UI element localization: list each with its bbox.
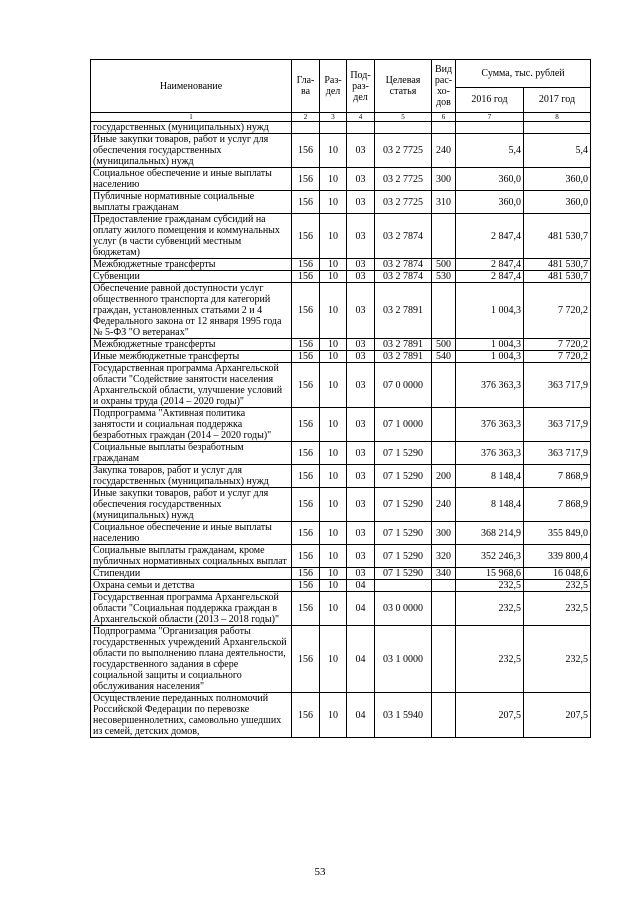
row-name: Подпрограмма "Организация работы государственных учреждений Архангельской области по выполнению плана деятельности, государственного задания в сфере социальной защиты и социального обслуживания населения" xyxy=(91,626,292,693)
row-target: 07 1 5290 xyxy=(375,522,432,545)
row-glava: 156 xyxy=(292,580,320,592)
row-vid xyxy=(432,626,456,693)
column-number: 7 xyxy=(456,113,524,122)
row-amount-2016: 15 968,6 xyxy=(456,568,524,580)
row-target: 03 2 7725 xyxy=(375,168,432,191)
row-vid xyxy=(432,283,456,339)
row-target: 07 0 0000 xyxy=(375,363,432,408)
row-amount-2017: 232,5 xyxy=(524,580,591,592)
row-glava xyxy=(292,122,320,134)
row-amount-2017: 363 717,9 xyxy=(524,363,591,408)
row-razdel: 10 xyxy=(320,283,347,339)
row-vid xyxy=(432,592,456,626)
column-number: 1 xyxy=(91,113,292,122)
row-target: 03 2 7891 xyxy=(375,339,432,351)
row-amount-2017: 232,5 xyxy=(524,592,591,626)
row-razdel: 10 xyxy=(320,351,347,363)
row-vid: 300 xyxy=(432,168,456,191)
row-razdel: 10 xyxy=(320,363,347,408)
row-target: 03 2 7874 xyxy=(375,214,432,259)
row-glava: 156 xyxy=(292,339,320,351)
row-target: 03 2 7874 xyxy=(375,271,432,283)
row-target: 07 1 5290 xyxy=(375,568,432,580)
row-name: Подпрограмма "Активная политика занятости и социальная поддержка безработных граждан (2014 – 2020 годы)" xyxy=(91,408,292,442)
row-razdel: 10 xyxy=(320,568,347,580)
row-glava: 156 xyxy=(292,488,320,522)
header-glava: Гла-ва xyxy=(292,60,320,113)
row-amount-2017: 360,0 xyxy=(524,191,591,214)
row-name: Стипендии xyxy=(91,568,292,580)
row-vid xyxy=(432,214,456,259)
row-target xyxy=(375,122,432,134)
row-name: Иные закупки товаров, работ и услуг для обеспечения государственных (муниципальных) нужд xyxy=(91,488,292,522)
row-podrazdel: 03 xyxy=(347,191,375,214)
row-glava: 156 xyxy=(292,545,320,568)
row-amount-2016: 1 004,3 xyxy=(456,339,524,351)
row-razdel: 10 xyxy=(320,522,347,545)
row-name: Социальные выплаты безработным гражданам xyxy=(91,442,292,465)
column-number: 8 xyxy=(524,113,591,122)
row-glava: 156 xyxy=(292,522,320,545)
row-glava: 156 xyxy=(292,351,320,363)
header-razdel: Раз-дел xyxy=(320,60,347,113)
row-amount-2016: 1 004,3 xyxy=(456,283,524,339)
row-amount-2017: 481 530,7 xyxy=(524,271,591,283)
header-2016: 2016 год xyxy=(456,87,524,112)
row-name: Межбюджетные трансферты xyxy=(91,339,292,351)
row-name: Межбюджетные трансферты xyxy=(91,259,292,271)
row-target: 03 1 0000 xyxy=(375,626,432,693)
row-name: Предоставление гражданам субсидий на оплату жилого помещения и коммунальных услуг (в части субвенций местным бюджетам) xyxy=(91,214,292,259)
row-podrazdel: 03 xyxy=(347,214,375,259)
table-row xyxy=(91,214,591,259)
table-row xyxy=(91,545,591,568)
page-number: 53 xyxy=(314,866,326,878)
table-row xyxy=(91,408,591,442)
row-vid xyxy=(432,693,456,738)
row-razdel: 10 xyxy=(320,545,347,568)
row-podrazdel: 04 xyxy=(347,592,375,626)
row-glava: 156 xyxy=(292,214,320,259)
row-vid: 500 xyxy=(432,339,456,351)
table-row xyxy=(91,465,591,488)
row-podrazdel: 03 xyxy=(347,351,375,363)
row-podrazdel xyxy=(347,122,375,134)
table-row xyxy=(91,626,591,693)
row-glava: 156 xyxy=(292,283,320,339)
row-glava: 156 xyxy=(292,363,320,408)
row-razdel: 10 xyxy=(320,626,347,693)
row-vid: 310 xyxy=(432,191,456,214)
row-glava: 156 xyxy=(292,191,320,214)
table-row xyxy=(91,442,591,465)
row-vid xyxy=(432,122,456,134)
row-podrazdel: 04 xyxy=(347,626,375,693)
row-amount-2016: 207,5 xyxy=(456,693,524,738)
row-podrazdel: 03 xyxy=(347,522,375,545)
table-row xyxy=(91,271,591,283)
row-target: 03 0 0000 xyxy=(375,592,432,626)
row-target: 03 2 7725 xyxy=(375,191,432,214)
row-podrazdel: 04 xyxy=(347,580,375,592)
row-target: 03 1 5940 xyxy=(375,693,432,738)
table-row xyxy=(91,522,591,545)
row-amount-2017: 16 048,6 xyxy=(524,568,591,580)
row-razdel: 10 xyxy=(320,488,347,522)
row-glava: 156 xyxy=(292,442,320,465)
row-amount-2016: 2 847,4 xyxy=(456,214,524,259)
row-name: Государственная программа Архангельской области "Социальная поддержка граждан в Архангельской области (2013 – 2018 годы)" xyxy=(91,592,292,626)
row-podrazdel: 03 xyxy=(347,465,375,488)
header-vid: Вид рас-хо-дов xyxy=(432,60,456,113)
row-glava: 156 xyxy=(292,568,320,580)
row-razdel: 10 xyxy=(320,168,347,191)
row-glava: 156 xyxy=(292,465,320,488)
row-podrazdel: 03 xyxy=(347,339,375,351)
row-razdel: 10 xyxy=(320,442,347,465)
row-amount-2017: 7 868,9 xyxy=(524,488,591,522)
row-amount-2016: 232,5 xyxy=(456,626,524,693)
row-amount-2016: 2 847,4 xyxy=(456,271,524,283)
row-name: Иные закупки товаров, работ и услуг для обеспечения государственных (муниципальных) нужд xyxy=(91,134,292,168)
row-vid xyxy=(432,442,456,465)
column-number: 4 xyxy=(347,113,375,122)
row-target: 03 2 7891 xyxy=(375,351,432,363)
row-razdel: 10 xyxy=(320,191,347,214)
row-vid: 200 xyxy=(432,465,456,488)
row-vid xyxy=(432,580,456,592)
header-target: Целевая статья xyxy=(375,60,432,113)
row-vid xyxy=(432,408,456,442)
row-amount-2016: 376 363,3 xyxy=(456,408,524,442)
column-number: 3 xyxy=(320,113,347,122)
table-body xyxy=(91,122,591,738)
row-target: 07 1 5290 xyxy=(375,442,432,465)
header-name: Наименование xyxy=(91,60,292,113)
row-amount-2016: 352 246,3 xyxy=(456,545,524,568)
row-amount-2017: 363 717,9 xyxy=(524,442,591,465)
row-target: 07 1 5290 xyxy=(375,545,432,568)
row-amount-2017: 363 717,9 xyxy=(524,408,591,442)
row-vid: 530 xyxy=(432,271,456,283)
row-amount-2016: 2 847,4 xyxy=(456,259,524,271)
row-amount-2017: 7 868,9 xyxy=(524,465,591,488)
row-podrazdel: 03 xyxy=(347,283,375,339)
row-razdel: 10 xyxy=(320,134,347,168)
row-name: Субвенции xyxy=(91,271,292,283)
row-razdel: 10 xyxy=(320,408,347,442)
row-glava: 156 xyxy=(292,134,320,168)
row-glava: 156 xyxy=(292,693,320,738)
row-amount-2016: 360,0 xyxy=(456,168,524,191)
row-amount-2016: 232,5 xyxy=(456,580,524,592)
column-number: 2 xyxy=(292,113,320,122)
row-vid: 240 xyxy=(432,488,456,522)
row-target: 07 1 5290 xyxy=(375,465,432,488)
table-row xyxy=(91,339,591,351)
table-row xyxy=(91,283,591,339)
table-row xyxy=(91,488,591,522)
row-vid: 320 xyxy=(432,545,456,568)
table-row xyxy=(91,351,591,363)
row-glava: 156 xyxy=(292,592,320,626)
table-row xyxy=(91,363,591,408)
row-name: Социальное обеспечение и иные выплаты населению xyxy=(91,168,292,191)
row-amount-2016: 376 363,3 xyxy=(456,363,524,408)
header-podrazdel: Под-раз-дел xyxy=(347,60,375,113)
row-glava: 156 xyxy=(292,168,320,191)
row-amount-2016: 376 363,3 xyxy=(456,442,524,465)
row-podrazdel: 03 xyxy=(347,271,375,283)
row-name: Государственная программа Архангельской области "Содействие занятости населения Архангельской области, улучшение условий и охраны труда (2014 – 2020 годы)" xyxy=(91,363,292,408)
budget-table xyxy=(90,59,591,738)
row-amount-2017: 5,4 xyxy=(524,134,591,168)
row-target: 07 1 5290 xyxy=(375,488,432,522)
table-row xyxy=(91,191,591,214)
row-podrazdel: 03 xyxy=(347,488,375,522)
row-razdel: 10 xyxy=(320,580,347,592)
row-razdel: 10 xyxy=(320,214,347,259)
row-razdel: 10 xyxy=(320,259,347,271)
row-amount-2016: 360,0 xyxy=(456,191,524,214)
row-amount-2017: 360,0 xyxy=(524,168,591,191)
table-row xyxy=(91,568,591,580)
header-2017: 2017 год xyxy=(524,87,591,112)
row-glava: 156 xyxy=(292,259,320,271)
row-amount-2017: 232,5 xyxy=(524,626,591,693)
row-amount-2017: 207,5 xyxy=(524,693,591,738)
row-amount-2016: 1 004,3 xyxy=(456,351,524,363)
row-amount-2017: 339 800,4 xyxy=(524,545,591,568)
row-amount-2016: 5,4 xyxy=(456,134,524,168)
row-amount-2017: 7 720,2 xyxy=(524,339,591,351)
row-razdel: 10 xyxy=(320,271,347,283)
row-name: Иные межбюджетные трансферты xyxy=(91,351,292,363)
row-name: Публичные нормативные социальные выплаты гражданам xyxy=(91,191,292,214)
row-podrazdel: 03 xyxy=(347,408,375,442)
row-target: 07 1 0000 xyxy=(375,408,432,442)
row-razdel: 10 xyxy=(320,465,347,488)
row-vid: 500 xyxy=(432,259,456,271)
row-podrazdel: 04 xyxy=(347,693,375,738)
row-vid: 240 xyxy=(432,134,456,168)
row-amount-2017: 7 720,2 xyxy=(524,351,591,363)
row-podrazdel: 03 xyxy=(347,259,375,271)
row-target: 03 2 7874 xyxy=(375,259,432,271)
row-podrazdel: 03 xyxy=(347,568,375,580)
table-header xyxy=(91,60,591,122)
row-name: Охрана семьи и детства xyxy=(91,580,292,592)
row-name: Закупка товаров, работ и услуг для государственных (муниципальных) нужд xyxy=(91,465,292,488)
table-row xyxy=(91,259,591,271)
row-podrazdel: 03 xyxy=(347,363,375,408)
row-podrazdel: 03 xyxy=(347,442,375,465)
row-amount-2016: 368 214,9 xyxy=(456,522,524,545)
table-row xyxy=(91,592,591,626)
row-vid: 540 xyxy=(432,351,456,363)
row-amount-2016: 8 148,4 xyxy=(456,465,524,488)
row-amount-2017 xyxy=(524,122,591,134)
row-vid: 340 xyxy=(432,568,456,580)
row-razdel: 10 xyxy=(320,693,347,738)
table-row xyxy=(91,134,591,168)
row-vid xyxy=(432,363,456,408)
row-name: государственных (муниципальных) нужд xyxy=(91,122,292,134)
row-vid: 300 xyxy=(432,522,456,545)
row-amount-2017: 7 720,2 xyxy=(524,283,591,339)
row-razdel xyxy=(320,122,347,134)
table-row xyxy=(91,122,591,134)
header-sum: Сумма, тыс. рублей xyxy=(456,60,591,88)
row-glava: 156 xyxy=(292,408,320,442)
row-amount-2017: 481 530,7 xyxy=(524,214,591,259)
column-number-row xyxy=(91,113,591,122)
row-name: Осуществление переданных полномочий Российской Федерации по перевозке несовершеннолетних, самовольно ушедших из семей, детских домов, xyxy=(91,693,292,738)
row-amount-2016: 8 148,4 xyxy=(456,488,524,522)
row-target: 03 2 7891 xyxy=(375,283,432,339)
row-razdel: 10 xyxy=(320,592,347,626)
row-name: Социальное обеспечение и иные выплаты населению xyxy=(91,522,292,545)
row-glava: 156 xyxy=(292,626,320,693)
row-amount-2017: 481 530,7 xyxy=(524,259,591,271)
table-row xyxy=(91,168,591,191)
row-target xyxy=(375,580,432,592)
row-name: Социальные выплаты гражданам, кроме публичных нормативных социальных выплат xyxy=(91,545,292,568)
column-number: 6 xyxy=(432,113,456,122)
row-amount-2016 xyxy=(456,122,524,134)
column-number: 5 xyxy=(375,113,432,122)
row-razdel: 10 xyxy=(320,339,347,351)
row-target: 03 2 7725 xyxy=(375,134,432,168)
row-amount-2016: 232,5 xyxy=(456,592,524,626)
row-amount-2017: 355 849,0 xyxy=(524,522,591,545)
row-podrazdel: 03 xyxy=(347,168,375,191)
table-row xyxy=(91,693,591,738)
row-name: Обеспечение равной доступности услуг общественного транспорта для категорий граждан, установленных статьями 2 и 4 Федерального закона от 12 января 1995 года № 5-ФЗ "О ветеранах" xyxy=(91,283,292,339)
row-podrazdel: 03 xyxy=(347,134,375,168)
row-glava: 156 xyxy=(292,271,320,283)
table-row xyxy=(91,580,591,592)
row-podrazdel: 03 xyxy=(347,545,375,568)
